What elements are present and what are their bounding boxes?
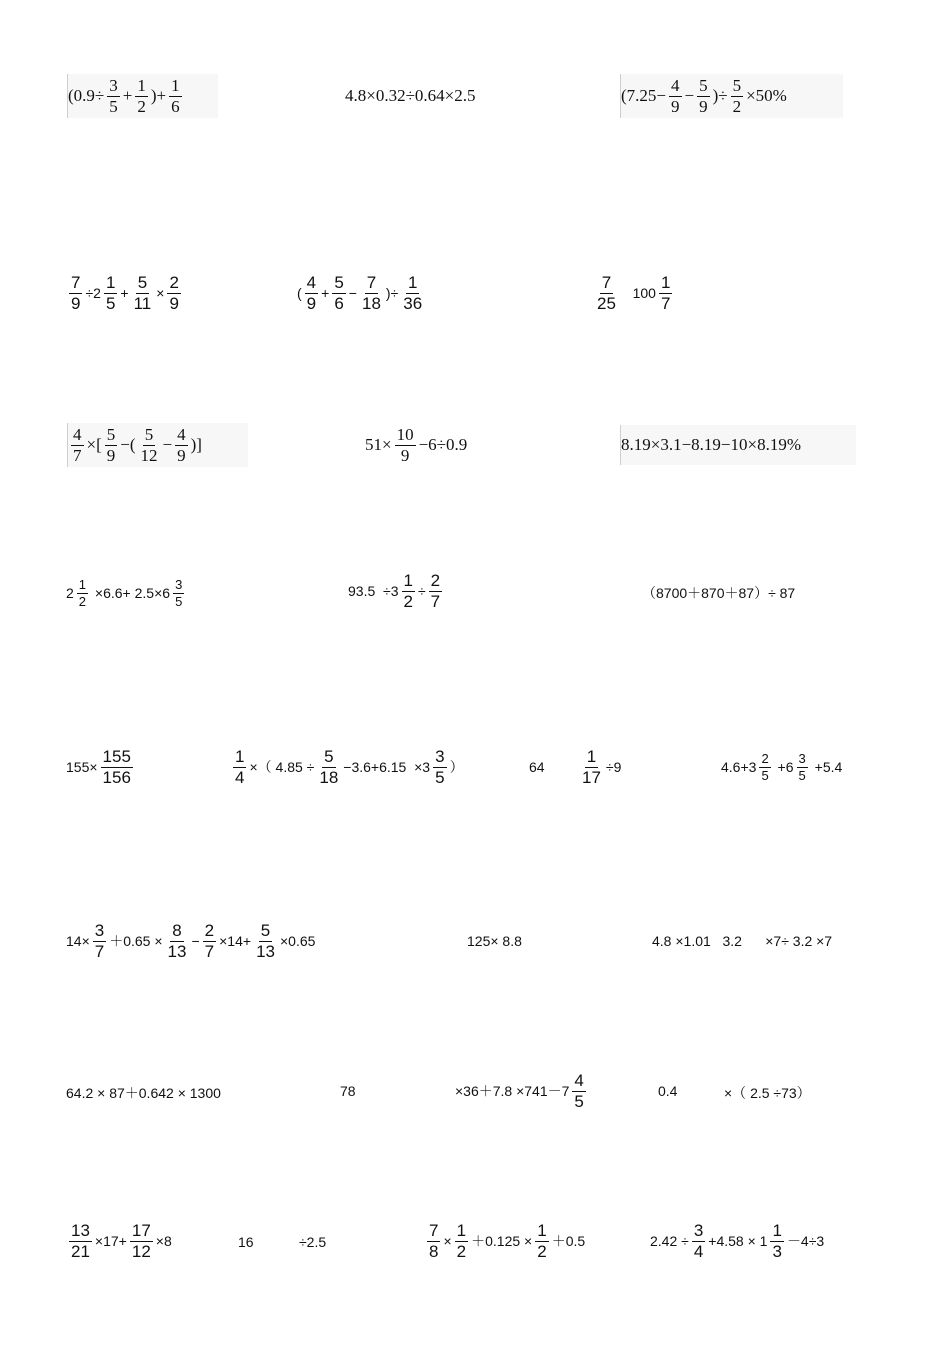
fraction — [104, 274, 117, 313]
denominator: 18 — [319, 767, 339, 787]
expr-text: )÷ — [712, 86, 728, 105]
fraction — [580, 748, 603, 787]
expr-text: )÷ — [385, 285, 399, 302]
denominator: 13 — [167, 941, 187, 961]
fraction — [759, 752, 770, 782]
problem-r7d — [658, 1083, 677, 1099]
denominator: 5 — [798, 767, 806, 783]
expr-text: )+ — [150, 86, 167, 105]
expr-text: ÷2 — [85, 285, 101, 302]
expr-text: −( — [120, 435, 136, 454]
denominator: 7 — [430, 591, 441, 611]
problem-r5d — [577, 748, 621, 787]
denominator: 17 — [582, 767, 601, 787]
expr-text: ＋0.5 — [551, 1233, 586, 1250]
numerator: 4 — [73, 424, 82, 444]
fraction — [692, 1222, 705, 1261]
expr-text: 51× — [365, 435, 392, 454]
fraction — [697, 77, 710, 116]
expr-text: ×36＋7.8 ×741－7 — [455, 1083, 570, 1100]
expr-text: ×（ 4.85 ÷ — [249, 759, 315, 776]
expr-text: （8700＋870＋87）÷ 87 — [642, 585, 796, 601]
numerator: 1 — [171, 75, 180, 95]
denominator: 156 — [102, 767, 131, 787]
problem-r3c — [620, 425, 856, 465]
expr-text: ×17+ — [94, 1233, 127, 1250]
denominator: 9 — [306, 293, 317, 313]
expr-text: 93.5 ÷3 — [348, 583, 399, 600]
fraction — [93, 922, 106, 961]
problem-r7a — [66, 1083, 221, 1103]
expr-text: 2.42 ÷ — [650, 1233, 689, 1250]
denominator: 13 — [256, 941, 275, 961]
expr-text: ×14+ — [219, 933, 252, 950]
fraction — [797, 752, 808, 782]
expr-text: +6 — [773, 759, 794, 776]
numerator: 1 — [537, 1221, 547, 1240]
denominator: 2 — [537, 1241, 547, 1261]
problem-r5c — [529, 759, 545, 775]
numerator: 1 — [105, 273, 116, 292]
expr-text: 16 — [238, 1234, 254, 1250]
expr-text: −3.6+6.15 ×3 — [343, 759, 431, 776]
expr-text: 155× — [66, 759, 98, 776]
expr-text: －4÷3 — [786, 1233, 825, 1250]
expr-text: ÷9 — [605, 759, 622, 776]
expr-text: 100 — [620, 285, 656, 302]
expr-text: ×6.6+ 2.5×6 — [91, 585, 171, 602]
fraction — [135, 77, 148, 116]
denominator: 2 — [732, 96, 742, 116]
numerator: 1 — [235, 747, 245, 766]
numerator: 3 — [94, 921, 105, 940]
problem-r7e — [724, 1083, 811, 1103]
fraction — [317, 748, 340, 787]
denominator: 8 — [429, 1241, 439, 1261]
fraction — [233, 748, 246, 787]
numerator: 4 — [574, 1071, 584, 1090]
problem-r3a — [67, 423, 248, 467]
problem-r8c — [299, 1234, 326, 1250]
denominator: 2 — [78, 593, 87, 609]
numerator: 155 — [102, 747, 131, 766]
numerator: 10 — [396, 424, 414, 444]
problem-r6c — [652, 933, 832, 949]
fraction — [731, 77, 744, 116]
denominator: 2 — [403, 591, 413, 611]
problem-r2b — [297, 274, 427, 313]
numerator: 3 — [798, 751, 806, 766]
numerator: 13 — [71, 1221, 90, 1240]
numerator: 7 — [366, 273, 377, 292]
problem-r8d — [424, 1222, 585, 1261]
denominator: 9 — [106, 445, 116, 465]
expr-text: 2 — [66, 585, 74, 602]
problem-r5a — [66, 748, 136, 787]
expr-text: )] — [190, 435, 202, 454]
problem-r8b — [238, 1234, 254, 1250]
expr-text: − — [348, 285, 357, 302]
denominator: 5 — [435, 767, 445, 787]
numerator: 17 — [131, 1221, 151, 1240]
expr-text: × — [156, 285, 165, 302]
numerator: 1 — [403, 571, 413, 590]
denominator: 9 — [169, 293, 179, 313]
fraction — [203, 922, 216, 961]
problem-r1a — [67, 74, 218, 118]
denominator: 3 — [772, 1241, 782, 1261]
fraction — [167, 274, 180, 313]
fraction — [105, 426, 118, 465]
fraction — [535, 1222, 548, 1261]
problem-r3b — [365, 423, 467, 467]
denominator: 9 — [71, 293, 81, 313]
expr-text: ＋0.125 × — [471, 1233, 533, 1250]
fraction — [305, 274, 318, 313]
denominator: 12 — [131, 1241, 151, 1261]
expr-text: ×50% — [746, 86, 787, 105]
fraction — [455, 1222, 468, 1261]
denominator: 5 — [109, 96, 118, 116]
numerator: 3 — [109, 75, 118, 95]
expr-text: +4.58 × 1 — [708, 1233, 768, 1250]
numerator: 1 — [772, 1221, 782, 1240]
numerator: 1 — [660, 273, 671, 292]
fraction — [69, 1222, 92, 1261]
expr-text: 4.8 ×1.01 3.2 ×7÷ 3.2 ×7 — [652, 933, 833, 949]
denominator: 36 — [403, 293, 423, 313]
problem-r1c — [620, 74, 843, 118]
numerator: 4 — [306, 273, 317, 292]
denominator: 9 — [400, 445, 410, 465]
expr-text: − — [191, 933, 200, 950]
denominator: 7 — [94, 941, 105, 961]
expr-text: +5.4 — [810, 759, 843, 776]
problem-r6b — [467, 933, 522, 949]
denominator: 21 — [71, 1241, 90, 1261]
expr-text: 14× — [66, 933, 90, 950]
fraction — [166, 922, 189, 961]
expr-text: (0.9÷ — [68, 86, 105, 105]
expr-text: ×[ — [86, 435, 102, 454]
numerator: 5 — [699, 75, 708, 95]
expr-text: + — [122, 86, 133, 105]
fraction — [433, 748, 446, 787]
problem-r8a — [66, 1222, 172, 1261]
problem-r7c — [455, 1072, 589, 1111]
numerator: 2 — [169, 273, 179, 292]
fraction — [71, 426, 84, 465]
expr-text: ÷2.5 — [299, 1234, 327, 1250]
numerator: 8 — [172, 921, 182, 940]
fraction — [360, 274, 383, 313]
numerator: 3 — [435, 747, 445, 766]
fraction — [132, 274, 154, 313]
denominator: 18 — [361, 293, 381, 313]
numerator: 7 — [601, 273, 612, 292]
problem-r2a — [66, 274, 184, 313]
denominator: 5 — [105, 293, 116, 313]
expr-text: + — [321, 285, 330, 302]
problem-r1b — [345, 83, 476, 109]
expr-text: ( — [297, 285, 302, 302]
denominator: 4 — [235, 767, 245, 787]
denominator: 11 — [133, 293, 152, 313]
expr-text: 8.19×3.1−8.19−10×8.19% — [621, 435, 802, 454]
expr-text: 4.8×0.32÷0.64×2.5 — [345, 86, 476, 105]
fraction — [169, 77, 182, 116]
numerator: 5 — [334, 273, 344, 292]
fraction — [395, 426, 416, 465]
fraction — [572, 1072, 585, 1111]
expr-text: − — [684, 86, 695, 105]
numerator: 4 — [671, 75, 680, 95]
denominator: 25 — [597, 293, 616, 313]
numerator: 5 — [260, 921, 271, 940]
denominator: 9 — [699, 96, 708, 116]
denominator: 6 — [334, 293, 344, 313]
expr-text: 0.4 — [658, 1083, 678, 1099]
problem-r5b — [230, 748, 464, 787]
numerator: 1 — [407, 273, 418, 292]
expr-text: 4.6+3 — [721, 759, 757, 776]
denominator: 5 — [574, 1091, 584, 1111]
expr-text: − — [162, 435, 173, 454]
problem-r5e — [721, 752, 842, 782]
problem-r6a — [66, 922, 315, 961]
problem-r4a — [66, 578, 187, 608]
fraction — [332, 274, 345, 313]
numerator: 1 — [78, 577, 87, 592]
denominator: 4 — [693, 1241, 704, 1261]
expr-text: ） — [449, 759, 464, 776]
denominator: 12 — [140, 445, 158, 465]
problem-r8e — [650, 1222, 824, 1261]
denominator: 7 — [204, 941, 215, 961]
fraction — [130, 1222, 153, 1261]
fraction — [175, 426, 188, 465]
numerator: 5 — [106, 424, 116, 444]
fraction — [173, 578, 184, 608]
fraction — [659, 274, 672, 313]
numerator: 2 — [430, 571, 441, 590]
expr-text: 78 — [340, 1083, 356, 1099]
problem-r4b — [348, 572, 445, 611]
numerator: 1 — [137, 75, 146, 95]
numerator: 1 — [456, 1221, 467, 1240]
denominator: 7 — [660, 293, 671, 313]
numerator: 7 — [71, 273, 81, 292]
denominator: 9 — [671, 96, 680, 116]
denominator: 5 — [175, 593, 183, 609]
denominator: 5 — [761, 767, 769, 783]
fraction — [427, 1222, 440, 1261]
expr-text: × — [443, 1233, 452, 1250]
fraction — [429, 572, 442, 611]
denominator: 7 — [73, 445, 82, 465]
expr-text: 64 — [529, 759, 545, 775]
fraction — [101, 748, 133, 787]
expr-text: ＋0.65 × — [109, 933, 163, 950]
problem-r4c — [642, 583, 795, 603]
numerator: 5 — [144, 424, 154, 444]
fraction — [402, 572, 415, 611]
expr-text: 125× 8.8 — [467, 933, 522, 949]
denominator: 9 — [177, 445, 186, 465]
expr-text: + — [120, 285, 129, 302]
numerator: 5 — [732, 75, 742, 95]
fraction — [669, 77, 682, 116]
numerator: 1 — [586, 747, 597, 766]
fraction — [595, 274, 618, 313]
numerator: 5 — [137, 273, 148, 292]
fraction — [77, 578, 88, 608]
expr-text: ×（ 2.5 ÷73） — [724, 1085, 811, 1101]
expr-text: ×8 — [155, 1233, 172, 1250]
denominator: 6 — [171, 96, 180, 116]
expr-text: −6÷0.9 — [418, 435, 468, 454]
numerator: 4 — [177, 424, 186, 444]
problem-r2c — [592, 274, 675, 313]
expr-text: ×0.65 — [279, 933, 316, 950]
numerator: 5 — [324, 747, 334, 766]
fraction — [254, 922, 277, 961]
fraction — [770, 1222, 783, 1261]
expr-text: (7.25− — [621, 86, 666, 105]
fraction — [401, 274, 424, 313]
numerator: 3 — [175, 577, 183, 592]
fraction — [139, 426, 160, 465]
numerator: 3 — [693, 1221, 704, 1240]
numerator: 2 — [761, 751, 769, 766]
expr-text: ÷ — [417, 583, 426, 600]
fraction — [69, 274, 82, 313]
numerator: 7 — [429, 1221, 439, 1240]
denominator: 2 — [137, 96, 146, 116]
expr-text: 64.2 × 87＋0.642 × 1300 — [66, 1085, 221, 1101]
numerator: 2 — [204, 921, 215, 940]
fraction — [107, 77, 120, 116]
problem-r7b — [340, 1083, 356, 1099]
denominator: 2 — [456, 1241, 467, 1261]
